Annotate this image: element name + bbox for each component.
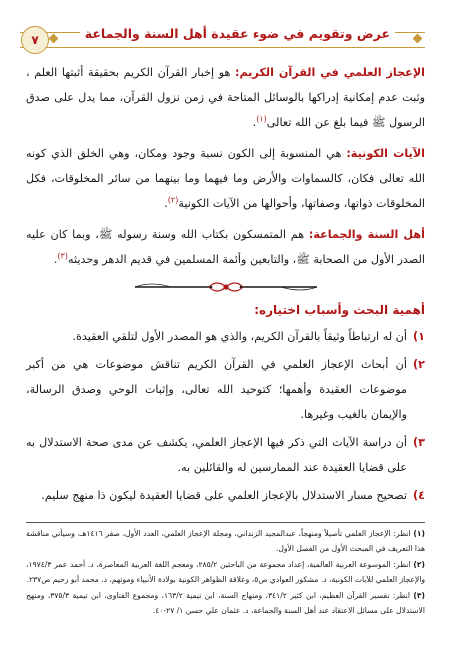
footnote-text: انظر: تفسير القرآن العظيم، ابن كثير ٣٤١/٢، ومنهاج السنة، ابن تيمية ١٦٣/٢، ومجموع الفتاوى، ابن تيمية ٣٧٥/٣، ومنهج الاستدلال على مسائل الاعتقاد عند أهل السنة والجماعة، د. عثمان علي حسن ١/ ٢٧-٤٠. <box>26 591 425 615</box>
list-item-number: ١) <box>413 330 425 343</box>
list-item <box>26 483 425 508</box>
definition-text: هي المنسوبة إلى الكون نسبة وجود ومكان، وهي الخلق الذي كونه الله تعالى فكان، كالسماوات والأرض وما فيهما وما بينهما من سائر المخلوقات، فكل المخلوقات ذواتها، وصفاتها، وأحوالها من الآيات الكونية <box>26 147 425 210</box>
footnote-text: انظر: الموسوعة العربية العالمية، إعداد مجموعة من الباحثين ٢٨٥/٢، ومعجم اللغة العربية المعاصرة، د. أحمد عمر ١٩٧٤/٣، والإعجاز العلمي للآيات الكونية، د. مشكور العوادي ص٥، وعلاقة الظواهر الكونية بولادة الأنبياء وموتهم، د. محمد أبو رحيم ص٢٣٧. <box>26 560 425 584</box>
list-item-text: أن دراسة الآيات التي ذكر فيها الإعجاز العلمي، يكشف عن مدى صحة الاستدلال به على قضايا العقيدة عند الممارسين له والقائلين به. <box>26 436 407 474</box>
definition-paragraph: الآيات الكونية: هي المنسوبة إلى الكون نسبة وجود ومكان، وهي الخلق الذي كونه الله تعالى فكان، كالسماوات والأرض وما فيهما وما بينهما من سائر المخلوقات، فكل المخلوقات ذواتها، وصفاتها، وأحوالها من الآيات الكونية$^{(٢)}$. <box>26 147 425 210</box>
main-content <box>26 60 425 511</box>
footnote <box>26 589 425 618</box>
footnote-number: (٢) <box>413 560 425 569</box>
running-header <box>20 27 425 51</box>
definition-paragraph: أهل السنة والجماعة: هم المتمسكون بكتاب الله وسنة رسوله ﷺ، وبما كان عليه الصدر الأول من الصحابة ﷺ، والتابعين وأئمة المسلمين في قديم الدهر وحديثه$^{(٣)}$. <box>26 228 425 266</box>
footnote-ref: (٣) <box>57 251 68 261</box>
footnote-number: (٣) <box>413 591 426 600</box>
definition-paragraph: الإعجاز العلمي في القرآن الكريم: هو إخبار القرآن الكريم بحقيقة أثبتها العلم ، وثبت عدم إمكانية إدراكها بالوسائل المتاحة في زمن نزول القرآن، مما يدل على صدق الرسول ﷺ فيما بلغ عن الله تعالى$^{(١)}$. <box>26 66 425 129</box>
list-item-number: ٤) <box>413 489 425 502</box>
footnote <box>26 558 425 587</box>
definition-text: هو إخبار القرآن الكريم بحقيقة أثبتها العلم ، وثبت عدم إمكانية إدراكها بالوسائل المتاحة في زمن نزول القرآن، مما يدل على صدق الرسول ﷺ فيما بلغ عن الله تعالى <box>26 66 425 129</box>
list-item-number: ٣) <box>413 436 425 449</box>
definition-term: الإعجاز العلمي في القرآن الكريم: <box>234 66 425 79</box>
footnote-text: انظر: الإعجاز العلمي تأصيلاً ومنهجاً، عبدالمجيد الزنداني، ومجلة الإعجاز العلمي، العدد الأول، صفر ١٤١٦هـ، وسيأتي مناقشة هذا التعريف في المبحث الأول من الفصل الأول. <box>26 529 425 553</box>
definition-term: أهل السنة والجماعة: <box>308 228 425 241</box>
list-item-text: أن له ارتباطاً وثيقاً بالقرآن الكريم، والذي هو المصدر الأول لتلقي العقيدة. <box>72 330 407 343</box>
definition-text: هم المتمسكون بكتاب الله وسنة رسوله ﷺ، وبما كان عليه الصدر الأول من الصحابة ﷺ، والتابعين وأئمة المسلمين في قديم الدهر وحديثه <box>26 228 425 266</box>
list-item-number: ٢) <box>413 358 425 371</box>
list-item <box>26 430 425 480</box>
footnote-number: (١) <box>413 529 425 538</box>
footnote-ref: (٢) <box>167 195 179 205</box>
footnote <box>26 527 425 556</box>
list-item <box>26 352 425 427</box>
footnotes <box>26 522 425 620</box>
header-title: عرض وتقويم في ضوء عقيدة أهل السنة والجماعة <box>80 26 395 41</box>
floral-divider-icon <box>26 278 425 296</box>
list-item-text: أن أبحاث الإعجاز العلمي في القرآن الكريم تناقش موضوعات هي من أكبر موضوعات العقيدة وأهمها؛ كتوحيد الله تعالى، وإثبات الوحي وصدق الرسالة، والإيمان بالغيب وغيرها. <box>26 358 407 421</box>
definition-term: الآيات الكونية: <box>346 147 425 160</box>
page-number: ٧ <box>21 26 49 54</box>
footnote-ref: (١) <box>256 114 267 124</box>
list-item-text: تصحيح مسار الاستدلال بالإعجاز العلمي على قضايا العقيدة ليكون ذا منهج سليم. <box>41 489 407 502</box>
list-item <box>26 324 425 349</box>
section-heading: أهمية البحث وأسباب اختياره: <box>254 303 425 317</box>
